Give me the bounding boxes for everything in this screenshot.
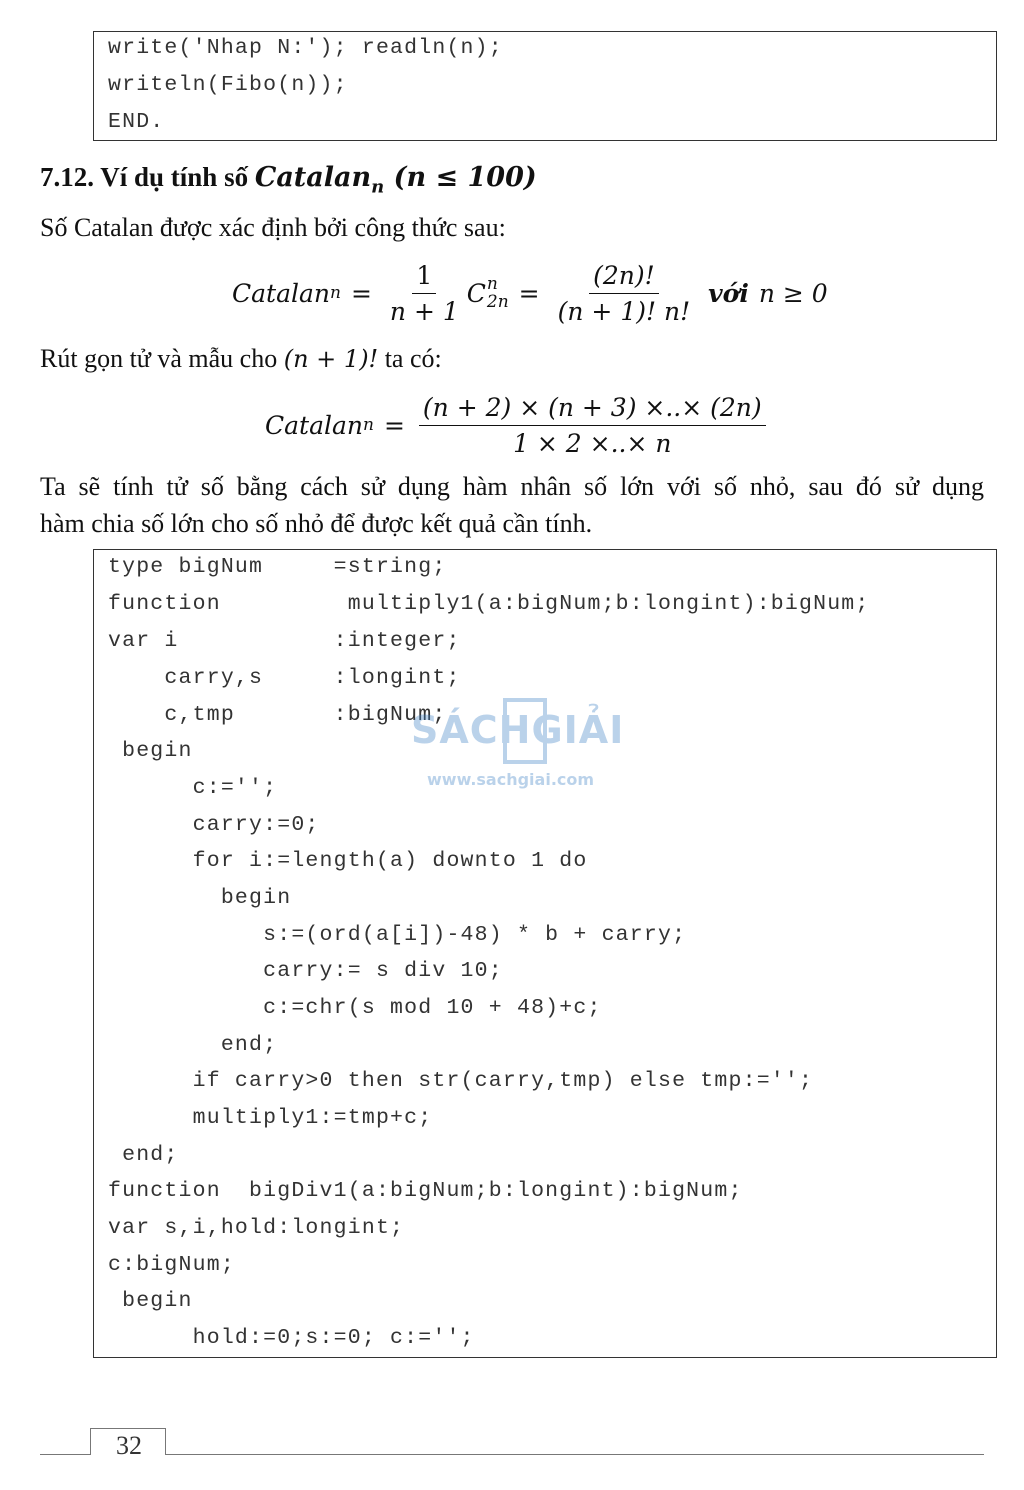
formula-lhs: Catalan — [232, 278, 330, 308]
combination-sup: n — [486, 274, 498, 294]
code-line: begin — [108, 739, 193, 763]
paragraph-text: ta có: — [378, 344, 442, 373]
equals-sign: = — [518, 278, 540, 308]
code-line: begin — [108, 1289, 193, 1313]
code-line: write('Nhap N:'); readln(n); — [108, 36, 503, 60]
code-block-main — [93, 549, 997, 1358]
heading-sub: n — [371, 176, 385, 198]
paragraph-intro: Số Catalan được xác định bởi công thức sau: — [40, 213, 506, 242]
code-line: c:=chr(s mod 10 + 48)+c; — [108, 996, 602, 1020]
code-line: var i :integer; — [108, 629, 461, 653]
paragraph-line: Ta sẽ tính tử số bằng cách sử dụng hàm nhân số lớn với số nhỏ, sau đó sử dụng — [40, 472, 984, 501]
code-line: carry:=0; — [108, 813, 320, 837]
page-number: 32 — [116, 1431, 142, 1460]
code-line: carry,s :longint; — [108, 666, 461, 690]
formula-condition: n ≥ 0 — [758, 278, 828, 308]
code-block-top — [93, 31, 997, 141]
equals-sign: = — [350, 278, 372, 308]
combination-indices — [487, 275, 509, 311]
fraction-denominator: n + 1 — [389, 296, 459, 326]
code-line: end; — [108, 1143, 179, 1167]
paragraph-line: hàm chia số lớn cho số nhỏ để được kết quả cần tính. — [40, 509, 593, 538]
code-line: c,tmp :bigNum; — [108, 703, 447, 727]
watermark-url: www.sachgiai.com — [427, 770, 595, 789]
fraction-factorial — [554, 261, 695, 326]
code-line: function multiply1(a:bigNum;b:longint):bigNum; — [108, 592, 870, 616]
code-line: begin — [108, 886, 292, 910]
code-line: hold:=0;s:=0; c:=''; — [108, 1326, 475, 1350]
code-line: multiply1:=tmp+c; — [108, 1106, 433, 1130]
paragraph-simplify — [40, 344, 442, 374]
heading-condition: (n ≤ 100) — [384, 162, 537, 193]
heading-number: 7.12. Ví dụ tính số — [40, 162, 255, 192]
code-line: function bigDiv1(a:bigNum;b:longint):bigNum; — [108, 1179, 743, 1203]
footer-rule — [40, 1454, 984, 1455]
fraction-denominator: (n + 1)! n! — [557, 296, 691, 326]
code-line: end; — [108, 1033, 278, 1057]
code-line: carry:= s div 10; — [108, 959, 503, 983]
combination-symbol: C — [466, 278, 486, 308]
code-line: END. — [108, 110, 165, 134]
code-line: var s,i,hold:longint; — [108, 1216, 405, 1240]
code-line: if carry>0 then str(carry,tmp) else tmp:=''; — [108, 1069, 814, 1093]
watermark-logo — [405, 696, 625, 796]
section-heading — [40, 162, 537, 197]
formula-lhs-sub: n — [363, 415, 374, 435]
paragraph-method — [40, 468, 984, 542]
fraction-one-over — [386, 261, 463, 326]
code-line: type bigNum =string; — [108, 555, 447, 579]
formula-catalan-simplified — [265, 387, 770, 463]
fraction-numerator: (n + 2) × (n + 3) ×..× (2n) — [419, 393, 766, 426]
fraction-product — [419, 393, 766, 458]
formula-lhs: Catalan — [265, 410, 363, 440]
code-line: writeln(Fibo(n)); — [108, 73, 348, 97]
inline-math: (n + 1)! — [283, 345, 379, 373]
code-line: c:bigNum; — [108, 1253, 235, 1277]
fraction-numerator: 1 — [412, 261, 436, 294]
formula-catalan-definition — [232, 256, 828, 330]
code-line: s:=(ord(a[i])-48) * b + carry; — [108, 923, 687, 947]
code-line: for i:=length(a) downto 1 do — [108, 849, 588, 873]
paragraph-text: Rút gọn tử và mẫu cho — [40, 344, 284, 373]
equals-sign: = — [383, 410, 405, 440]
fraction-denominator: 1 × 2 ×..× n — [513, 428, 672, 458]
with-word: với — [708, 278, 749, 308]
watermark-text: SÁCHGIẢI — [411, 708, 625, 752]
page-number-tab — [90, 1428, 166, 1460]
fraction-numerator: (2n)! — [589, 261, 659, 294]
heading-catalan: Catalan — [254, 162, 372, 193]
code-line: c:=''; — [108, 776, 278, 800]
combination-sub: 2n — [486, 292, 509, 312]
formula-lhs-sub: n — [330, 283, 341, 303]
